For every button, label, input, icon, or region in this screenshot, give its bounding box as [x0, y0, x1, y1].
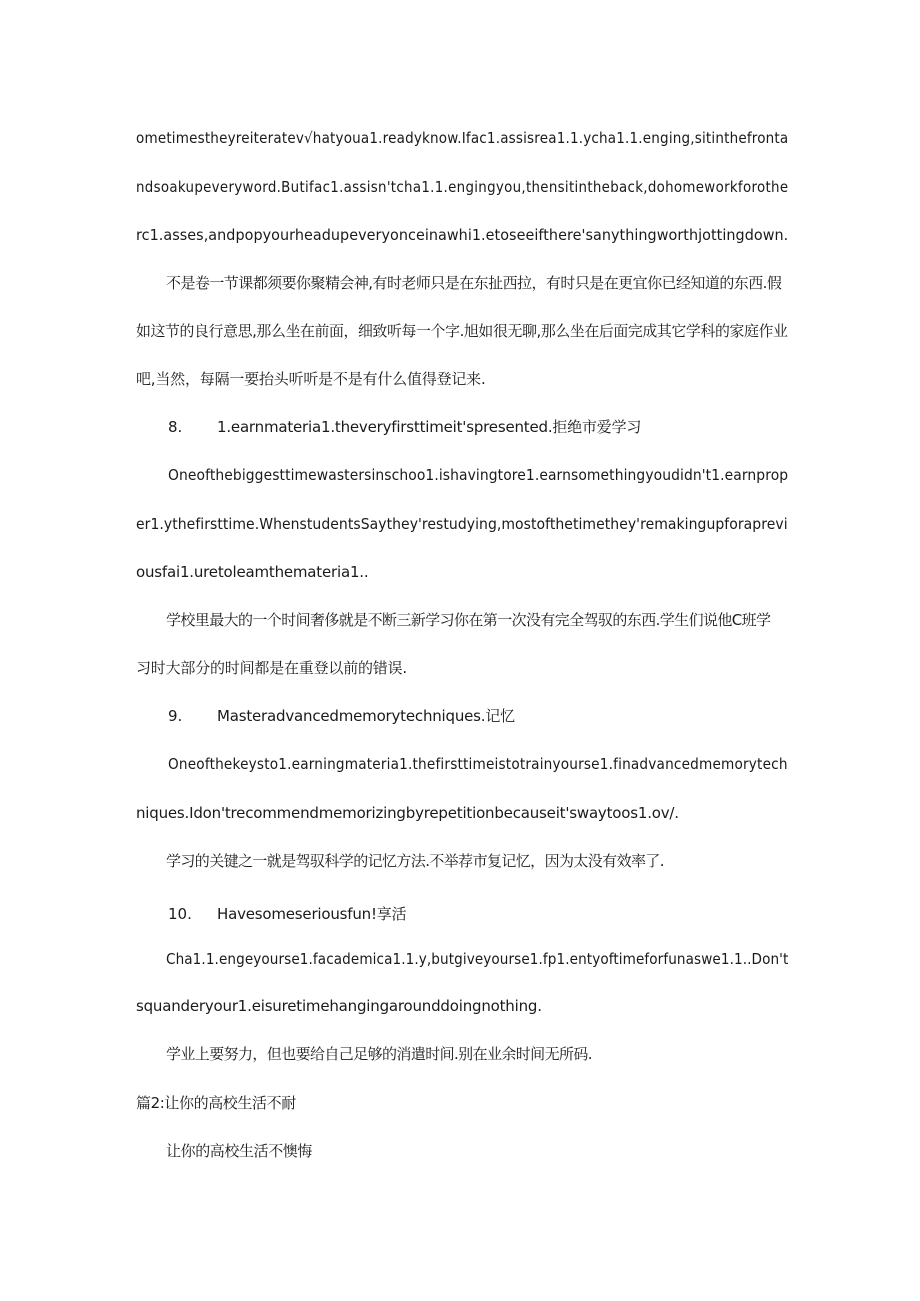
item-title: Havesomeseriousfun!享活: [217, 905, 407, 923]
section-subheading: 让你的高校生活不懊悔: [166, 1142, 313, 1160]
text-line: 学业上要努力，但也要给自己足够的消遣时间.别在业余时间无所码.: [166, 1045, 592, 1063]
text-line: squanderyour1.eisuretimehangingarounddoingnothing.: [136, 997, 542, 1015]
text-line: 习时大部分的时间都是在重登以前的错误.: [136, 659, 407, 677]
text-line: niques.Idon'trecommendmemorizingbyrepetitionbecauseit'swaytoos1.ov/.: [136, 804, 679, 822]
section-heading: 篇2:让你的高校生活不耐: [136, 1094, 296, 1112]
item-number: 9.: [168, 707, 183, 725]
text-line: rc1.asses,andpopyourheadupeveryonceinawhi1.etoseeifthere'sanythingworthjottingdown.: [136, 226, 789, 244]
item-title: Masteradvancedmemorytechniques.记忆: [217, 707, 515, 725]
text-line: 如这节的良行意思,那么坐在前面，细致听每一个字.旭如很无聊,那么坐在后面完成其它学科的家庭作业: [136, 322, 788, 340]
text-line: ousfai1.uretoleamthemateria1..: [136, 563, 369, 581]
text-line: ometimestheyreiteratev√hatyoua1.readyknow.Ifac1.assisrea1.1.ycha1.1.enging,sitinthefronta: [136, 129, 789, 147]
item-number: 10.: [168, 905, 192, 923]
text-line: 不是卷一节课都须要你聚精会神,有时老师只是在东扯西拉，有时只是在更宜你已经知道的东西.假: [166, 274, 782, 292]
text-line: 学校里最大的一个时间奢侈就是不断三新学习你在第一次没有完全驾驭的东西.学生们说他C班学: [166, 611, 771, 629]
text-line: 学习的关键之一就是驾驭科学的记忆方法.不举荐市复记忆，因为太没有效率了.: [166, 852, 664, 870]
text-line: ndsoakupeveryword.Butifac1.assisn'tcha1.1.engingyou,thensitintheback,dohomeworkforothe: [136, 178, 789, 196]
item-number: 8.: [168, 418, 183, 436]
text-line: Cha1.1.engeyourse1.facademica1.1.y,butgiveyourse1.fp1.entyoftimeforfunaswe1.1..Don't: [166, 950, 789, 968]
text-line: er1.ythefirsttime.WhenstudentsSaythey'restudying,mostofthetimethey'remakingupforaprevi: [136, 515, 788, 533]
text-line: 吧,当然，每隔一要抬头听听是不是有什么值得登记来.: [136, 370, 486, 388]
text-line: Oneofthebiggesttimewastersinschoo1.ishavingtore1.earnsomethingyoudidn't1.earnprop: [168, 466, 789, 484]
item-title: 1.earnmateria1.theveryfirsttimeit'spresented.拒绝市爱学习: [217, 418, 642, 436]
text-line: Oneofthekeysto1.earningmateria1.thefirsttimeistotrainyourse1.finadvancedmemorytech: [168, 755, 788, 773]
